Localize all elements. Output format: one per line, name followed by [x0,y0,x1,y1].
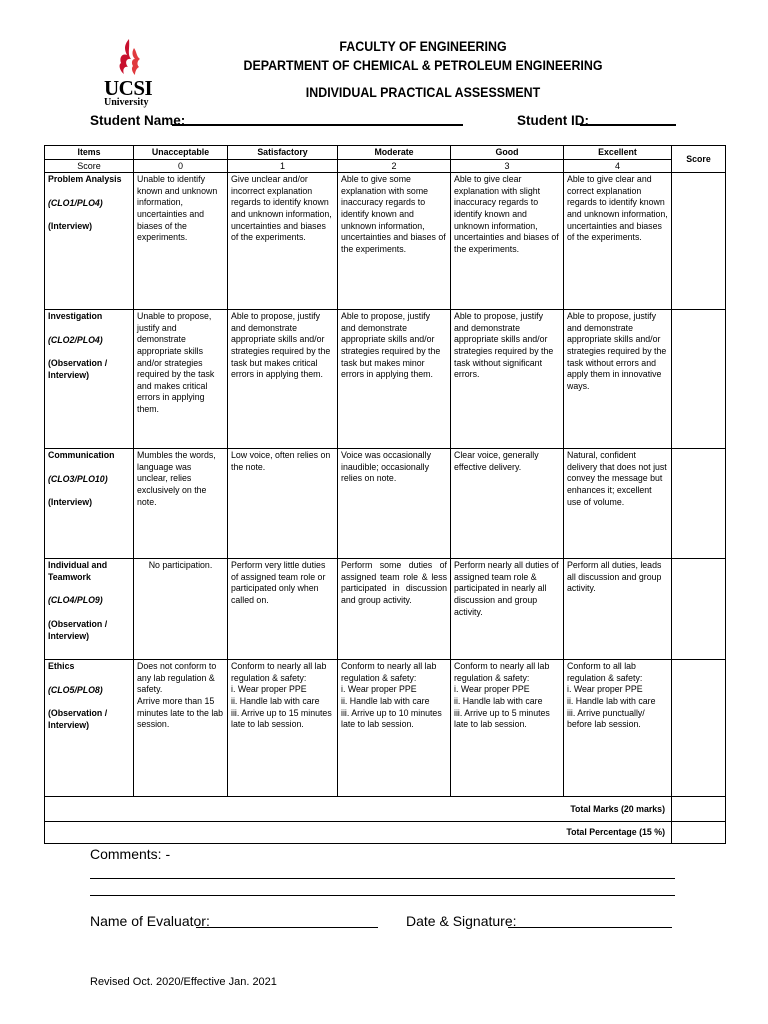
evaluator-field[interactable] [196,927,378,928]
satisfactory-desc: Perform very little duties of assigned team role or participated only when called on. [228,559,338,660]
unacceptable-desc: Unable to propose, justify and demonstrate appropriate skills and/or strategies required by the task and makes critical errors in applying them. [134,310,228,449]
criterion-code: (CLO4/PLO9) [48,595,103,606]
table-row [45,559,726,660]
moderate-desc: Perform some duties of assigned team role & less participated in discussion and group activity. [338,559,451,660]
date-signature-field[interactable] [508,927,672,928]
table-header-row [45,146,726,160]
total-percentage-row [45,822,726,844]
criterion-cell [45,660,134,797]
evaluator-label: Name of Evaluator: [90,913,210,929]
department-title: DEPARTMENT OF CHEMICAL & PETROLEUM ENGINEERING [243,58,603,73]
total-marks-cell[interactable] [672,797,726,822]
good-desc: Able to give clear explanation with slight inaccuracy regards to identify known and unknown information, uncertainties and biases of the experiments. [451,173,564,310]
excellent-desc: Able to propose, justify and demonstrate appropriate skills and/or strategies required by the task without errors and apply them in innovative ways. [564,310,672,449]
criterion-code: (CLO3/PLO10) [48,473,108,484]
comments-line-1[interactable] [90,878,675,879]
total-marks-label: Total Marks (20 marks) [45,797,672,822]
total-percentage-label: Total Percentage (15 %) [45,822,672,844]
excellent-desc: Able to give clear and correct explanation regards to identify known and unknown information, uncertainties and biases of the experiments. [564,173,672,310]
table-row [45,310,726,449]
total-percentage-cell[interactable] [672,822,726,844]
score-2: 2 [338,159,451,173]
criterion-title: Ethics [48,661,75,672]
good-desc: Conform to nearly all lab regulation & safety: i. Wear proper PPE ii. Handle lab with care iii. Arrive up to 5 minutes late to lab session. [451,660,564,797]
header-score: Score [672,146,726,173]
score-3: 3 [451,159,564,173]
student-name-label: Student Name: [90,113,186,128]
moderate-desc: Conform to nearly all lab regulation & safety: i. Wear proper PPE ii. Handle lab with care iii. Arrive up to 10 minutes late to lab session. [338,660,451,797]
table-row [45,449,726,559]
logo-name: UCSI [104,76,153,100]
revision-footer: Revised Oct. 2020/Effective Jan. 2021 [90,976,277,988]
criterion-code: (CLO1/PLO4) [48,197,103,208]
header-unacceptable: Unacceptable [134,146,228,160]
ucsi-logo [100,38,160,108]
date-signature-label: Date & Signature: [406,913,517,929]
score-0: 0 [134,159,228,173]
logo-subtitle: University [104,97,149,108]
comments-label: Comments: - [90,846,171,862]
criterion-cell [45,449,134,559]
comments-line-2[interactable] [90,895,675,896]
satisfactory-desc: Able to propose, justify and demonstrate appropriate skills and/or strategies required by the task but makes critical errors in applying them. [228,310,338,449]
excellent-desc: Natural, confident delivery that does not just convey the message but enhances it; excellent use of volume. [564,449,672,559]
excellent-desc: Perform all duties, leads all discussion and group activity. [564,559,672,660]
header-moderate: Moderate [338,146,451,160]
good-desc: Clear voice, generally effective delivery. [451,449,564,559]
rubric-table [44,145,726,844]
header-good: Good [451,146,564,160]
criterion-cell [45,559,134,660]
criterion-title: Individual and Teamwork [48,560,108,582]
student-id-label: Student ID: [517,113,589,128]
score-cell[interactable] [672,449,726,559]
header-items: Items [45,146,134,160]
criterion-method: (Interview) [48,221,92,232]
good-desc: Able to propose, justify and demonstrate appropriate skills and/or strategies required by the task without significant errors. [451,310,564,449]
score-cell[interactable] [672,559,726,660]
score-label: Score [45,159,134,173]
score-cell[interactable] [672,660,726,797]
satisfactory-desc: Conform to nearly all lab regulation & safety: i. Wear proper PPE ii. Handle lab with care iii. Arrive up to 15 minutes late to lab session. [228,660,338,797]
unacceptable-desc: Does not conform to any lab regulation & safety. Arrive more than 15 minutes late to the lab session. [134,660,228,797]
score-1: 1 [228,159,338,173]
unacceptable-desc: Unable to identify known and unknown information, uncertainties and biases of the experiments. [134,173,228,310]
score-4: 4 [564,159,672,173]
header-satisfactory: Satisfactory [228,146,338,160]
faculty-title: FACULTY OF ENGINEERING [339,39,507,54]
assessment-title: INDIVIDUAL PRACTICAL ASSESSMENT [305,85,541,100]
criterion-cell [45,173,134,310]
criterion-code: (CLO5/PLO8) [48,684,103,695]
score-cell[interactable] [672,173,726,310]
moderate-desc: Able to give some explanation with some inaccuracy regards to identify known and unknown information, uncertainties and biases of the experiments. [338,173,451,310]
student-name-field[interactable] [172,124,463,126]
header-excellent: Excellent [564,146,672,160]
criterion-title: Problem Analysis [48,174,122,185]
criterion-method: (Observation / Interview) [48,708,108,730]
table-row [45,173,726,310]
criterion-method: (Observation / Interview) [48,358,108,380]
excellent-desc: Conform to all lab regulation & safety: i. Wear proper PPE ii. Handle lab with care iii. Arrive punctually/ before lab session. [564,660,672,797]
satisfactory-desc: Give unclear and/or incorrect explanation regards to identify known and unknown information, uncertainties and biases of the experiments. [228,173,338,310]
criterion-method: (Observation / Interview) [48,618,108,641]
flame-icon [114,38,144,78]
score-row [45,159,726,173]
total-marks-row [45,797,726,822]
student-id-field[interactable] [580,124,676,126]
criterion-code: (CLO2/PLO4) [48,334,103,345]
moderate-desc: Able to propose, justify and demonstrate appropriate skills and/or strategies required by the task but makes minor errors in applying them. [338,310,451,449]
criterion-title: Communication [48,450,115,461]
criterion-title: Investigation [48,311,103,322]
satisfactory-desc: Low voice, often relies on the note. [228,449,338,559]
criterion-method: (Interview) [48,497,92,508]
score-cell[interactable] [672,310,726,449]
unacceptable-desc: No participation. [134,559,228,660]
unacceptable-desc: Mumbles the words, language was unclear, relies exclusively on the note. [134,449,228,559]
good-desc: Perform nearly all duties of assigned team role & participated in nearly all discussion and group activity. [451,559,564,660]
table-row [45,660,726,797]
criterion-cell [45,310,134,449]
moderate-desc: Voice was occasionally inaudible; occasionally relies on note. [338,449,451,559]
